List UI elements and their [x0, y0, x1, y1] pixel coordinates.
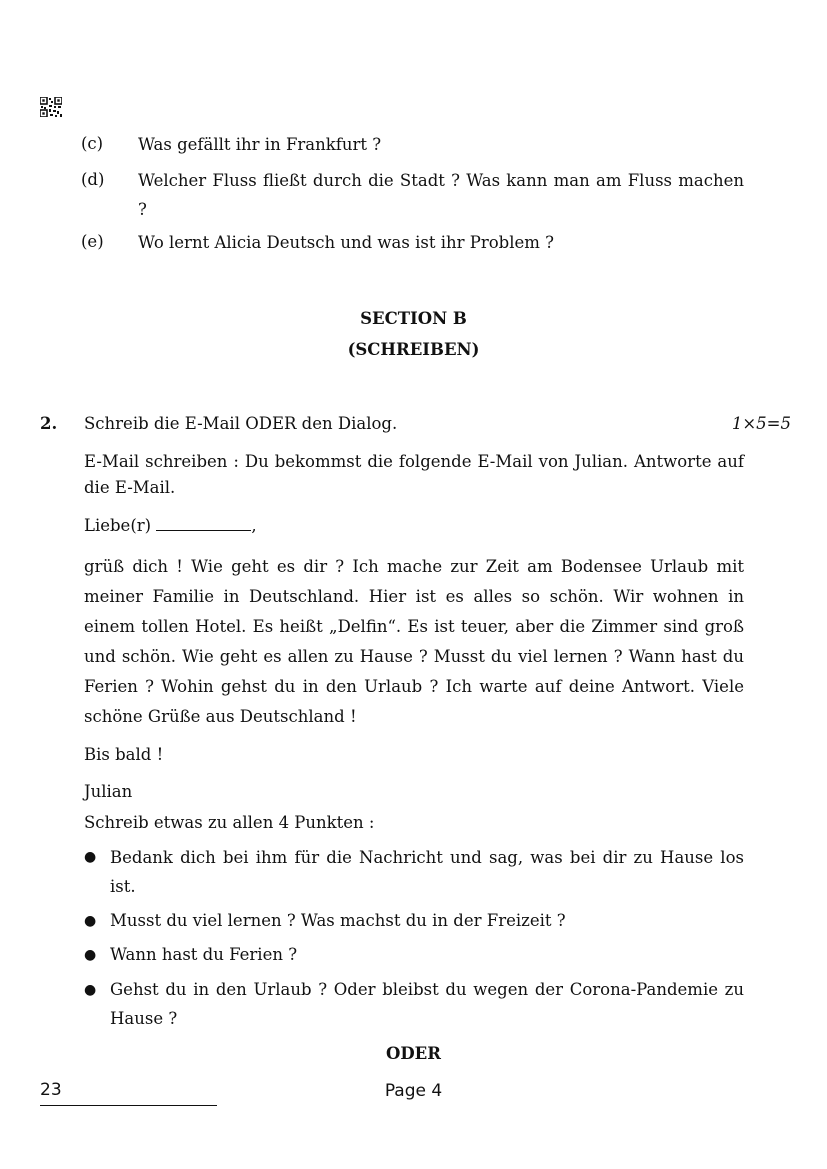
bullet-icon: ●: [84, 913, 97, 929]
footer-code: 23: [40, 1080, 62, 1100]
qr-code-icon: [40, 97, 62, 117]
list-item: Gehst du in den Urlaub ? Oder bleibst du wegen der Corona-Pandemie zu Hause ?: [110, 980, 744, 1028]
question-label-c: (c): [81, 134, 104, 153]
email-intro: E-Mail schreiben : Du bekommst die folgende E-Mail von Julian. Antworte auf die E-Mail.: [84, 452, 744, 497]
letter-body: grüß dich ! Wie geht es dir ? Ich mache zur Zeit am Bodensee Urlaub mit meiner Familie in Deutschland. Hier ist es alles so schön. Wir wohnen in einem tollen Hotel. Es heißt „Delfin“. Es ist teuer, aber die Zimmer sind groß und schön. Wie geht es allen zu Hause ? Musst du viel lernen ? Wann hast du Ferien ? Wohin gehst du in den Urlaub ? Ich warte auf deine Antwort. Viele schöne Grüße aus Deutschland !: [84, 557, 744, 726]
list-item: Musst du viel lernen ? Was machst du in der Freizeit ?: [110, 911, 566, 930]
question-label-e: (e): [81, 232, 104, 251]
question-number: 2.: [40, 414, 58, 433]
page-number: Page 4: [384, 1081, 443, 1101]
section-title: SECTION B: [360, 309, 467, 328]
salutation-blank: [156, 516, 251, 531]
bullet-icon: ●: [84, 982, 97, 998]
salutation-text: Liebe(r): [84, 516, 152, 535]
list-item: Wann hast du Ferien ?: [110, 945, 298, 964]
question-marks: 1×5=5: [731, 414, 791, 433]
question-text-c: Was gefällt ihr in Frankfurt ?: [138, 135, 382, 154]
points-intro: Schreib etwas zu allen 4 Punkten :: [84, 813, 375, 832]
section-subtitle: (SCHREIBEN): [347, 340, 480, 359]
question-label-d: (d): [81, 170, 105, 189]
question-instruction: Schreib die E-Mail ODER den Dialog.: [84, 414, 398, 433]
footer-divider: [40, 1105, 217, 1106]
bullet-icon: ●: [84, 947, 97, 963]
letter-signature: Julian: [84, 782, 133, 801]
list-item: Bedank dich bei ihm für die Nachricht und sag, was bei dir zu Hause los ist.: [110, 848, 744, 896]
letter-closing: Bis bald !: [84, 745, 164, 764]
oder-heading: ODER: [386, 1044, 441, 1063]
question-text-e: Wo lernt Alicia Deutsch und was ist ihr Problem ?: [138, 233, 555, 252]
bullet-icon: ●: [84, 849, 97, 865]
salutation-comma: ,: [251, 516, 257, 535]
question-text-d: Welcher Fluss fließt durch die Stadt ? Was kann man am Fluss machen ?: [138, 171, 744, 219]
salutation: [84, 516, 257, 535]
